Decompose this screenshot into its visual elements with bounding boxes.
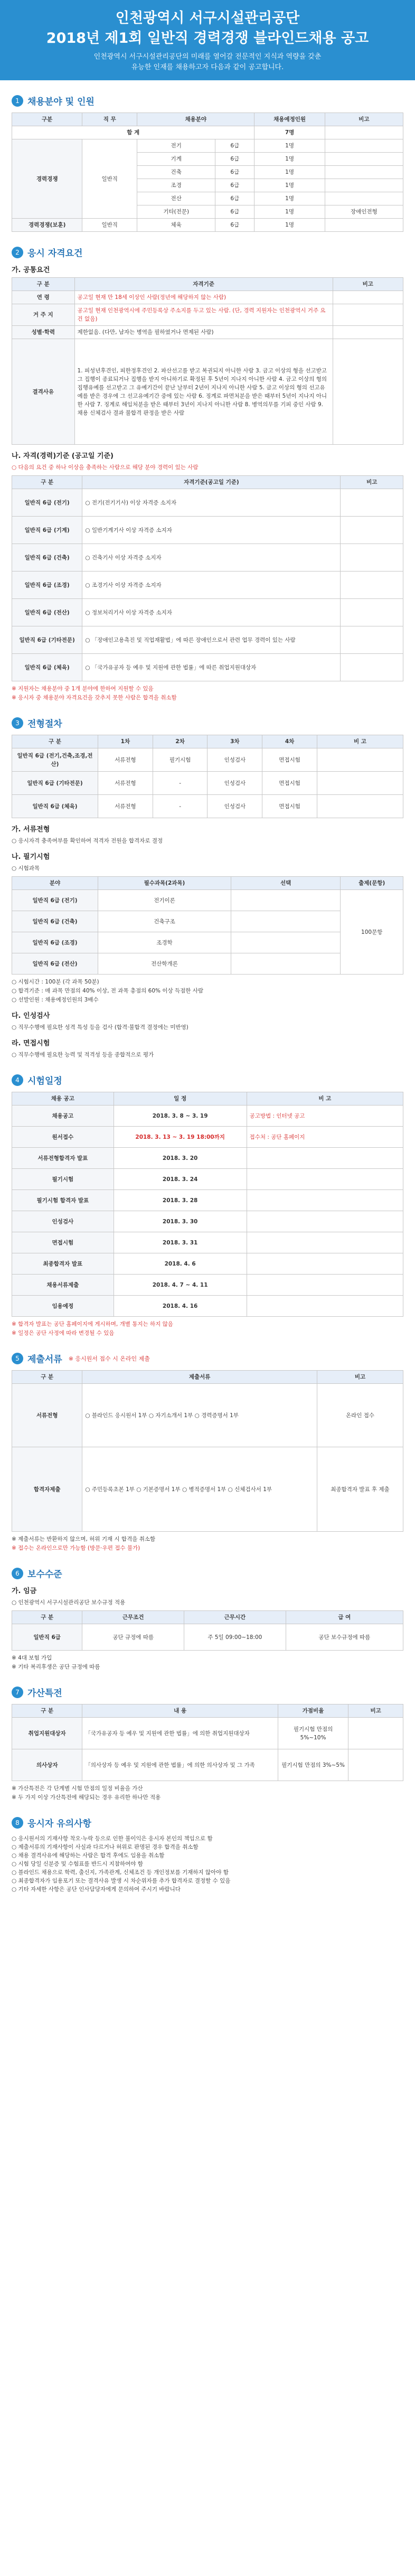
table-cell: 인성검사 <box>208 748 262 772</box>
table-header: 1차 <box>98 735 153 748</box>
table-cell <box>231 932 340 953</box>
table-header: 비 고 <box>317 735 403 748</box>
table-cell: ○ 일반기계기사 이상 자격증 소지자 <box>82 517 341 544</box>
table-cell: 합격자제출 <box>12 1447 82 1532</box>
table-cell <box>231 911 340 932</box>
section-title: 보수수준 <box>27 1569 62 1580</box>
table-cell <box>325 219 403 232</box>
section-number-icon: 7 <box>12 1687 23 1698</box>
table-cell <box>247 1275 403 1296</box>
table-cell: 필기시험 만점의 3%~5% <box>278 1749 348 1781</box>
table-cell: 6급 <box>215 219 254 232</box>
table-cell: 연 령 <box>12 291 75 304</box>
table-cell <box>247 1296 403 1317</box>
list-item: ○ 블라인드 채용으로 학력, 출신지, 가족관계, 신체조건 등 개인정보를 기재하지 않아야 함 <box>12 1869 229 1876</box>
table-cell: 일반직 6급 (건축) <box>12 544 82 572</box>
table-cell <box>317 795 403 818</box>
list-item: ○ 기타 자세한 사항은 공단 인사담당자에게 문의하여 주시기 바랍니다 <box>12 1886 181 1893</box>
career-table <box>12 475 403 681</box>
intro-line-1: 인천광역시 서구시설관리공단의 미래를 열어갈 전문적인 지식과 역량을 갖춘 <box>93 53 322 61</box>
process-text: ○ 시험과목 <box>12 865 40 872</box>
table-cell <box>247 1190 403 1211</box>
table-cell: 2018. 3. 24 <box>114 1169 247 1190</box>
exam-note: ○ 시험시간 : 100분 (각 과목 50분) <box>12 979 99 985</box>
table-cell: 일반직 6급 (조경) <box>12 572 82 599</box>
table-cell: 전산 <box>137 192 215 205</box>
section-number-icon: 4 <box>12 1074 23 1086</box>
table-cell: 일반직 6급 (전기) <box>12 489 82 517</box>
table-cell: ○ 건축기사 이상 자격증 소지자 <box>82 544 341 572</box>
table-cell: 일반직 <box>82 139 137 219</box>
table-header: 분야 <box>12 877 98 890</box>
process-table <box>12 735 403 818</box>
table-cell: 2018. 4. 16 <box>114 1296 247 1317</box>
process-text: ○ 직무수행에 필요한 능력 및 적격성 등을 종합적으로 평가 <box>12 1052 154 1058</box>
table-cell: 인성검사 <box>12 1211 114 1232</box>
table-cell: ○ 전기(전기기사) 이상 자격증 소지자 <box>82 489 341 517</box>
section-recruit <box>0 94 415 232</box>
subsection-title: 다. 인성검사 <box>12 1012 50 1020</box>
table-cell: ○ 조경기사 이상 자격증 소지자 <box>82 572 341 599</box>
table-cell <box>325 192 403 205</box>
section-number-icon: 6 <box>12 1568 23 1579</box>
table-cell: 「국가유공자 등 예우 및 지원에 관한 법률」에 의한 취업지원대상자 <box>82 1718 278 1749</box>
table-cell: 공고방법 : 인터넷 공고 <box>247 1106 403 1127</box>
bonus-note: ※ 두 가지 이상 가산특전에 해당되는 경우 유리한 하나만 적용 <box>12 1794 161 1801</box>
process-text: ○ 직무수행에 필요한 성격 특성 등을 검사 (합격·불합격 결정에는 미반영) <box>12 1024 188 1031</box>
table-cell: 기타(전문) <box>137 205 215 219</box>
table-cell: 최종합격자 발표 후 제출 <box>317 1447 403 1532</box>
section-number-icon: 3 <box>12 717 23 729</box>
table-header: 일 정 <box>114 1092 247 1106</box>
table-cell: 접수처 : 공단 홈페이지 <box>247 1127 403 1148</box>
career-note: ※ 지원자는 채용분야 중 1개 분야에 한하여 지원할 수 있음 <box>12 686 154 692</box>
table-cell: 2018. 3. 13 ~ 3. 19 18:00까지 <box>114 1127 247 1148</box>
table-cell: 경력경쟁(보훈) <box>12 219 82 232</box>
table-cell: 경력경쟁 <box>12 139 82 219</box>
table-cell: 2018. 3. 31 <box>114 1232 247 1253</box>
total-label: 합 계 <box>12 126 254 139</box>
section-pay <box>0 1567 415 1672</box>
table-cell: 일반직 6급 (전기) <box>12 890 98 911</box>
table-cell: 6급 <box>215 179 254 192</box>
notice-header <box>0 0 415 80</box>
table-header: 비 고 <box>247 1092 403 1106</box>
table-cell <box>247 1232 403 1253</box>
section-title: 응시 자격요건 <box>27 248 83 259</box>
table-cell: 최종합격자 발표 <box>12 1253 114 1275</box>
table-header: 4차 <box>262 735 317 748</box>
table-cell: 필기시험 <box>153 748 208 772</box>
table-cell: 의사상자 <box>12 1749 82 1781</box>
table-cell: 일반직 6급 (전기,건축,조경,전산) <box>12 748 98 772</box>
common-requirements-table <box>12 277 403 445</box>
table-header: 급 여 <box>286 1611 403 1624</box>
subsection-title: 가. 임금 <box>12 1587 37 1595</box>
table-cell: 1명 <box>254 179 325 192</box>
section-title: 가산특전 <box>27 1688 62 1699</box>
table-cell: ○ 정보처리기사 이상 자격증 소지자 <box>82 599 341 626</box>
table-cell: 취업지원대상자 <box>12 1718 82 1749</box>
section-number-icon: 2 <box>12 247 23 258</box>
table-cell <box>325 139 403 153</box>
subsection-title: 가. 공통요건 <box>12 266 50 274</box>
table-cell: 전기 <box>137 139 215 153</box>
table-cell: ○ 주민등록초본 1부 ○ 기본증명서 1부 ○ 병적증명서 1부 ○ 신체검사서 1부 <box>82 1447 317 1532</box>
section-note: ※ 응시원서 접수 시 온라인 제출 <box>68 1355 150 1362</box>
table-cell: 일반직 6급 (조경) <box>12 932 98 953</box>
section-number-icon: 1 <box>12 95 23 107</box>
exam-note: ○ 선발인원 : 채용예정인원의 3배수 <box>12 997 99 1003</box>
table-cell: 성별·학력 <box>12 326 75 339</box>
table-cell: 기계 <box>137 153 215 166</box>
table-cell: 면접시험 <box>12 1232 114 1253</box>
career-note: ※ 응시자 중 채용분야 자격요건을 갖추지 못한 사람은 합격을 취소함 <box>12 695 177 701</box>
subsection-title: 가. 서류전형 <box>12 826 50 833</box>
section-number-icon: 5 <box>12 1353 23 1364</box>
list-item: ○ 최종합격자가 임용포기 또는 결격사유 발생 시 차순위자를 추가 합격자로 결정할 수 있음 <box>12 1878 231 1884</box>
table-cell: 면접시험 <box>262 772 317 795</box>
documents-note: ※ 제출서류는 반환하지 않으며, 허위 기재 시 합격을 취소함 <box>12 1536 156 1542</box>
table-cell: 제한없음. (다만, 남자는 병역을 필하였거나 면제된 사람) <box>74 326 333 339</box>
schedule-note: ※ 일정은 공단 사정에 따라 변경될 수 있음 <box>12 1330 115 1336</box>
table-cell <box>247 1253 403 1275</box>
subsection-title: 라. 면접시험 <box>12 1039 50 1047</box>
table-header: 비고 <box>341 476 403 489</box>
table-cell: 일반직 6급 (기타전문) <box>12 626 82 654</box>
table-cell: 일반직 6급 (전산) <box>12 953 98 975</box>
table-cell: 조경 <box>137 179 215 192</box>
org-name: 인천광역시 서구시설관리공단 <box>115 10 300 26</box>
schedule-table <box>12 1092 403 1317</box>
table-cell: 일반직 6급 (체육) <box>12 795 98 818</box>
subsection-title: 나. 자격(경력)기준 (공고일 기준) <box>12 452 114 460</box>
table-cell: 거 주 지 <box>12 304 75 326</box>
table-header: 출제(문항) <box>341 877 403 890</box>
table-cell: 주 5일 09:00~18:00 <box>184 1624 286 1651</box>
table-header: 구 분 <box>12 1704 82 1718</box>
table-cell: 2018. 4. 6 <box>114 1253 247 1275</box>
table-cell: 서류전형 <box>98 795 153 818</box>
table-cell: ○ 「장애인고용촉진 및 직업재활법」에 따른 장애인으로서 관련 업무 경력이 있는 사람 <box>82 626 341 654</box>
section-caution <box>0 1816 415 1894</box>
pay-note: ※ 기타 복리후생은 공단 규정에 따름 <box>12 1664 100 1670</box>
table-header: 제출서류 <box>82 1371 317 1384</box>
intro-line-2: 유능한 인재를 채용하고자 다음과 같이 공고합니다. <box>131 63 284 71</box>
table-cell: 서류전형합격자 발표 <box>12 1148 114 1169</box>
table-cell: 1. 피성년후견인, 피한정후견인 2. 파산선고를 받고 복권되지 아니한 사람 3. 금고 이상의 형을 선고받고 그 집행이 종료되거나 집행을 받지 아니하기로 확정된 후 5년이 지나지 아니한 사람 4. 금고 이상의 형의 집행유예를 선고받고 그 유예기간이 끝난 날부터 2년이 지나지 아니한 사람 5. 금고 이상의 형의 선고유예를 받은 경우에 그 선고유예기간 중에 있는 사람 6. 징계로 파면처분을 받은 때부터 5년이 지나지 아니한 사람 7. 징계로 해임처분을 받은 때부터 3년이 지나지 아니한 사람 8. 병역의무를 기피 중인 사람 9. 채용 신체검사 결과 불합격 판정을 받은 사람 <box>74 339 333 445</box>
table-cell: 결격사유 <box>12 339 75 445</box>
table-header: 구 분 <box>12 1611 82 1624</box>
total-count: 7명 <box>254 126 325 139</box>
table-cell <box>247 1148 403 1169</box>
notice-title: 2018년 제1회 일반직 경력경쟁 블라인드채용 공고 <box>46 30 369 46</box>
table-cell: 2018. 3. 30 <box>114 1211 247 1232</box>
table-cell: 일반직 6급 (기타전문) <box>12 772 98 795</box>
table-cell: 필기시험 합격자 발표 <box>12 1190 114 1211</box>
table-cell: - <box>153 772 208 795</box>
table-cell: - <box>153 795 208 818</box>
documents-note: ※ 접수는 온라인으로만 가능함 (방문·우편 접수 불가) <box>12 1545 140 1551</box>
table-cell: 일반직 6급 (기계) <box>12 517 82 544</box>
table-cell: 채용서류제출 <box>12 1275 114 1296</box>
section-qualification <box>0 246 415 702</box>
section-title: 응시자 유의사항 <box>27 1819 91 1829</box>
table-header: 비고 <box>317 1371 403 1384</box>
table-header: 자격기준 <box>74 278 333 291</box>
table-header: 직 무 <box>82 113 137 126</box>
table-cell: 전기이론 <box>98 890 231 911</box>
caution-list <box>12 1834 403 1894</box>
table-cell: 건축구조 <box>98 911 231 932</box>
table-cell: 필기시험 <box>12 1169 114 1190</box>
table-cell: 1명 <box>254 192 325 205</box>
table-cell: 6급 <box>215 166 254 179</box>
table-cell: 서류전형 <box>98 748 153 772</box>
pay-table <box>12 1610 403 1651</box>
table-cell: 공고일 현재 만 18세 이상인 사람(정년에 해당하지 않는 사람) <box>74 291 333 304</box>
table-cell: 서류전형 <box>12 1384 82 1447</box>
table-cell: 서류전형 <box>98 772 153 795</box>
table-cell <box>231 953 340 975</box>
table-header: 구 분 <box>12 735 98 748</box>
table-cell <box>231 890 340 911</box>
table-header: 구 분 <box>12 476 82 489</box>
table-cell: 6급 <box>215 192 254 205</box>
table-cell: 원서접수 <box>12 1127 114 1148</box>
table-header: 비고 <box>325 113 403 126</box>
table-header: 선택 <box>231 877 340 890</box>
table-header: 채용분야 <box>137 113 254 126</box>
table-cell: 공고일 현재 인천광역시에 주민등록상 주소지를 두고 있는 사람. (단, 경력 지원자는 인천광역시 거주 요건 없음) <box>74 304 333 326</box>
table-cell <box>317 748 403 772</box>
list-item: ○ 응시원서의 기재사항 착오·누락 등으로 인한 불이익은 응시자 본인의 책임으로 함 <box>12 1835 213 1842</box>
table-header: 구분 <box>12 113 82 126</box>
section-schedule <box>0 1073 415 1338</box>
table-cell: 장애인전형 <box>325 205 403 219</box>
table-header: 자격기준(공고일 기준) <box>82 476 341 489</box>
career-intro: ○ 다음의 요건 중 하나 이상을 충족하는 사람으로 해당 분야 경력이 있는 사람 <box>12 464 199 471</box>
table-header: 채용예정인원 <box>254 113 325 126</box>
table-cell <box>317 772 403 795</box>
table-header: 비고 <box>333 278 403 291</box>
table-cell: 일반직 <box>82 219 137 232</box>
documents-table <box>12 1370 403 1532</box>
table-cell: 6급 <box>215 153 254 166</box>
subsection-title: 나. 필기시험 <box>12 853 50 861</box>
table-cell <box>325 179 403 192</box>
table-cell: 2018. 4. 7 ~ 4. 11 <box>114 1275 247 1296</box>
table-cell: 전산학개론 <box>98 953 231 975</box>
section-documents <box>0 1352 415 1553</box>
schedule-note: ※ 합격자 발표는 공단 홈페이지에 게시하며, 개별 통지는 하지 않음 <box>12 1321 173 1327</box>
table-header: 2차 <box>153 735 208 748</box>
table-cell: ○ 「국가유공자 등 예우 및 지원에 관한 법률」에 따른 취업지원대상자 <box>82 654 341 681</box>
table-cell: 2018. 3. 20 <box>114 1148 247 1169</box>
table-cell: 1명 <box>254 219 325 232</box>
table-cell <box>325 153 403 166</box>
section-process <box>0 716 415 1060</box>
process-text: ○ 응시자격 충족여부를 확인하여 적격자 전원을 합격자로 결정 <box>12 838 163 844</box>
table-cell: 필기시험 만점의 5%~10% <box>278 1718 348 1749</box>
table-cell: 「의사상자 등 예우 및 지원에 관한 법률」에 의한 의사상자 및 그 가족 <box>82 1749 278 1781</box>
list-item: ○ 제출서류의 기재사항이 사실과 다르거나 허위로 판명된 경우 합격을 취소함 <box>12 1844 199 1850</box>
table-cell: 임용예정 <box>12 1296 114 1317</box>
section-number-icon: 8 <box>12 1817 23 1829</box>
table-cell: 일반직 6급 (건축) <box>12 911 98 932</box>
table-cell: 6급 <box>215 139 254 153</box>
table-cell <box>247 1169 403 1190</box>
table-header: 채용 공고 <box>12 1092 114 1106</box>
table-header: 3차 <box>208 735 262 748</box>
table-cell: 인성검사 <box>208 795 262 818</box>
section-bonus <box>0 1685 415 1802</box>
table-cell: 6급 <box>215 205 254 219</box>
exam-table <box>12 876 403 975</box>
table-cell: 조경학 <box>98 932 231 953</box>
table-cell: ○ 블라인드 응시원서 1부 ○ 자기소개서 1부 ○ 경력증명서 1부 <box>82 1384 317 1447</box>
list-item: ○ 채용 결격사유에 해당하는 사람은 합격 후에도 임용을 취소함 <box>12 1852 165 1859</box>
section-title: 전형절차 <box>27 719 62 729</box>
table-cell <box>348 1749 403 1781</box>
table-cell: 채용공고 <box>12 1106 114 1127</box>
exam-note: ○ 합격기준 : 매 과목 만점의 40% 이상, 전 과목 총점의 60% 이상 득점한 사람 <box>12 988 204 994</box>
section-title: 시험일정 <box>27 1076 62 1086</box>
table-cell <box>348 1718 403 1749</box>
recruit-table <box>12 113 403 232</box>
table-header: 구 분 <box>12 278 75 291</box>
table-cell: 2018. 3. 28 <box>114 1190 247 1211</box>
table-cell: 체육 <box>137 219 215 232</box>
table-cell: 1명 <box>254 139 325 153</box>
table-cell: 인성검사 <box>208 772 262 795</box>
table-cell: 공단 보수규정에 따름 <box>286 1624 403 1651</box>
table-cell: 1명 <box>254 205 325 219</box>
table-header: 비고 <box>348 1704 403 1718</box>
pay-note: ※ 4대 보험 가입 <box>12 1655 52 1661</box>
table-cell <box>325 166 403 179</box>
table-cell: 2018. 3. 8 ~ 3. 19 <box>114 1106 247 1127</box>
table-cell: 100문항 <box>341 890 403 975</box>
table-cell: 건축 <box>137 166 215 179</box>
table-header: 필수과목(2과목) <box>98 877 231 890</box>
table-cell: 온라인 접수 <box>317 1384 403 1447</box>
table-header: 구 분 <box>12 1371 82 1384</box>
table-cell: 일반직 6급 (체육) <box>12 654 82 681</box>
table-cell: 일반직 6급 <box>12 1624 82 1651</box>
table-header: 가점비율 <box>278 1704 348 1718</box>
table-header: 내 용 <box>82 1704 278 1718</box>
section-title: 제출서류 <box>27 1354 62 1365</box>
table-cell <box>247 1211 403 1232</box>
table-header: 근무시간 <box>184 1611 286 1624</box>
pay-text: ○ 인천광역시 서구시설관리공단 보수규정 적용 <box>12 1599 126 1606</box>
list-item: ○ 시험 당일 신분증 및 수험표를 반드시 지참하여야 함 <box>12 1861 143 1867</box>
table-header: 근무조건 <box>82 1611 184 1624</box>
bonus-table <box>12 1704 403 1781</box>
table-cell: 면접시험 <box>262 748 317 772</box>
section-title: 채용분야 및 인원 <box>27 97 95 107</box>
table-cell: 일반직 6급 (전산) <box>12 599 82 626</box>
table-cell: 공단 규정에 따름 <box>82 1624 184 1651</box>
table-cell: 면접시험 <box>262 795 317 818</box>
table-cell: 1명 <box>254 153 325 166</box>
table-cell: 1명 <box>254 166 325 179</box>
bonus-note: ※ 가산특전은 각 단계별 시험 만점의 일정 비율을 가산 <box>12 1785 143 1792</box>
